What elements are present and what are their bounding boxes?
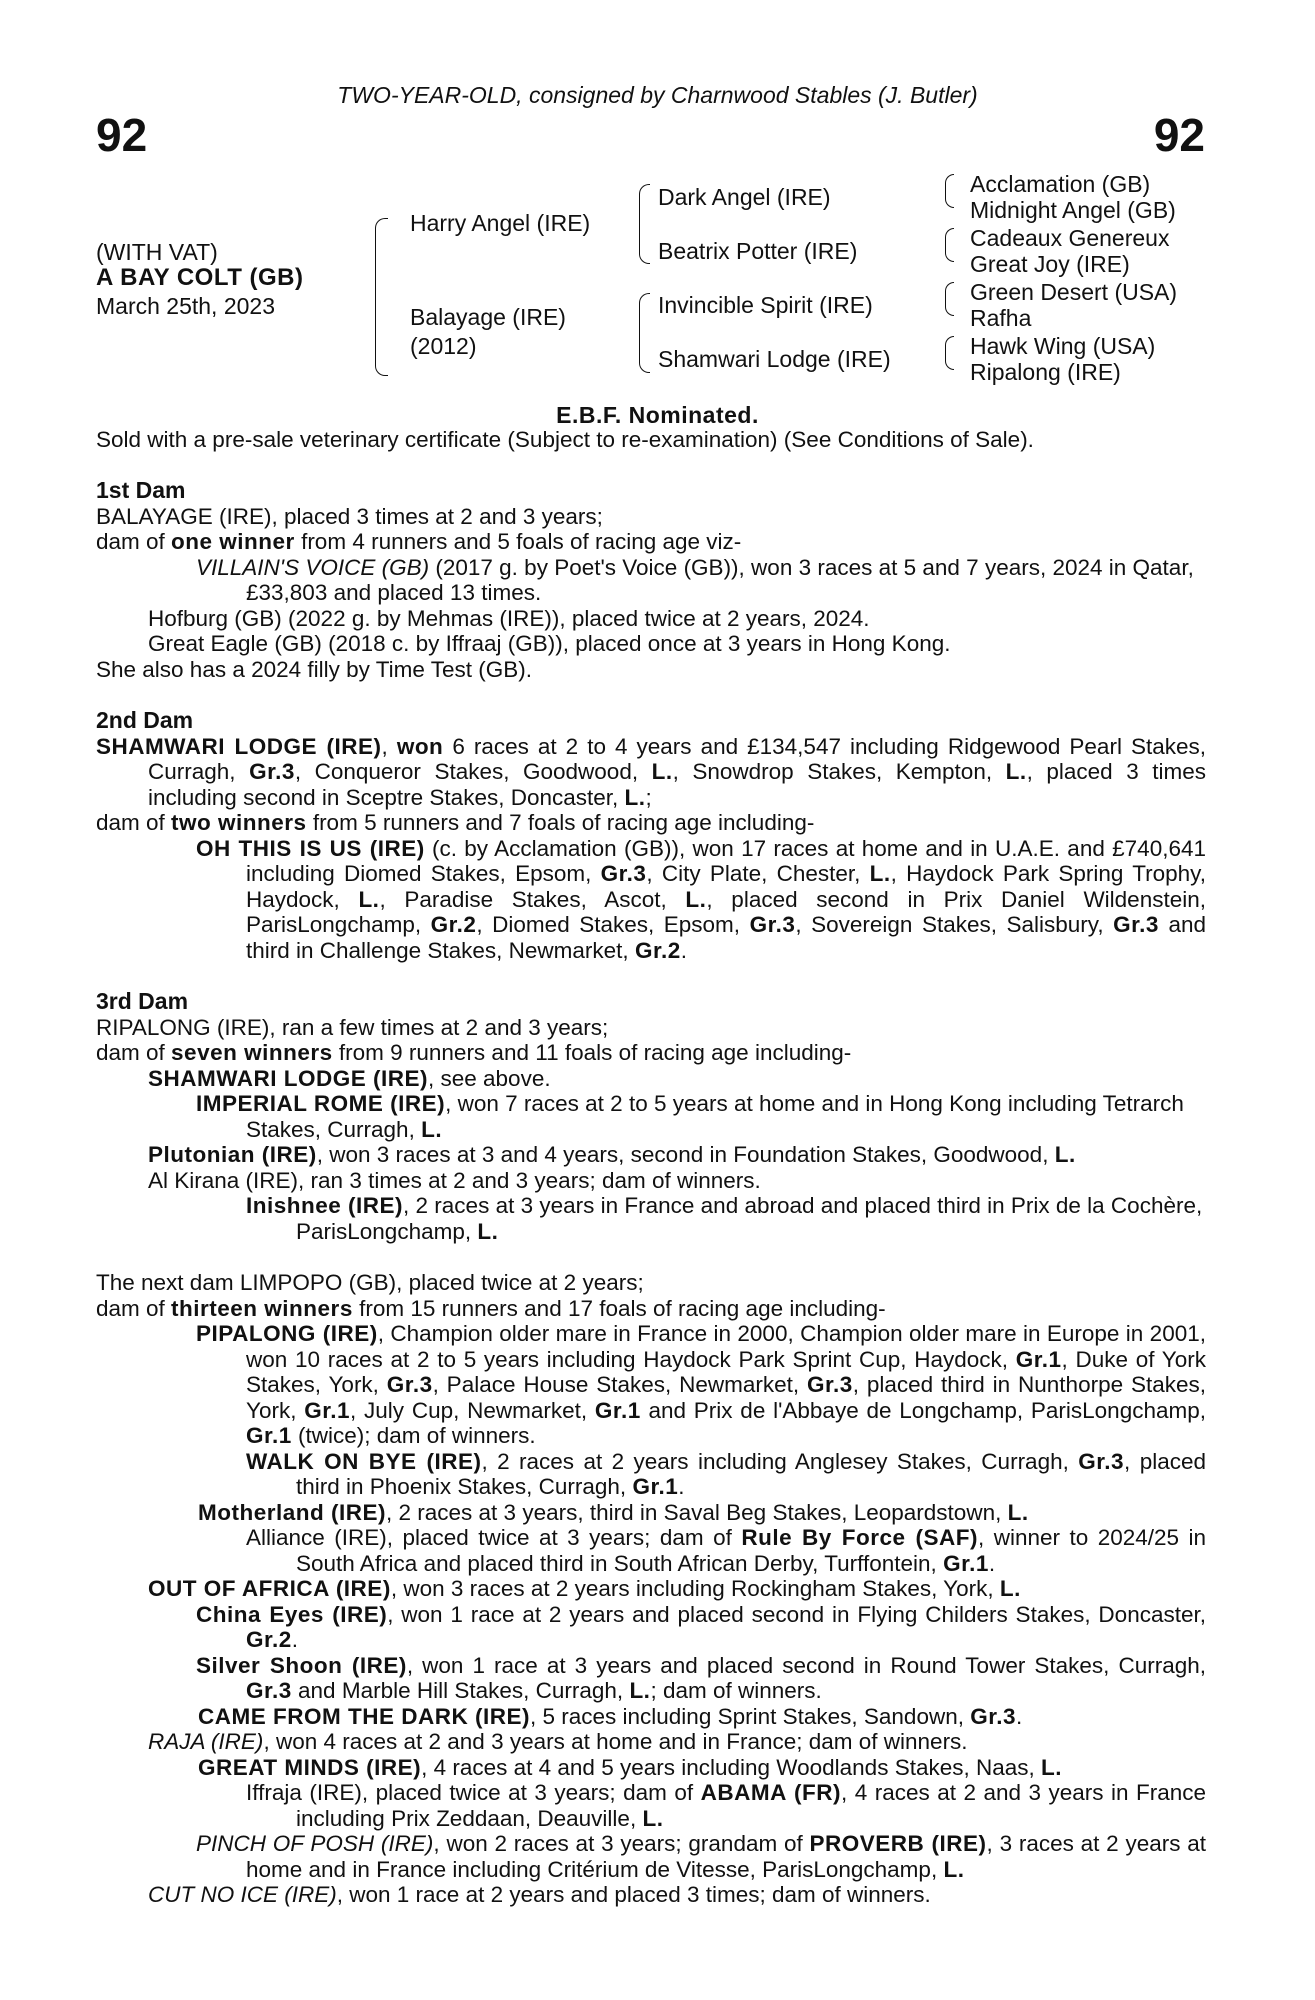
pedigree-dam-year: (2012) (410, 333, 477, 359)
list-item: RAJA (IRE), won 4 races at 2 and 3 years at home and in France; dam of winners. (148, 1729, 968, 1754)
ebf-nominated: E.B.F. Nominated. (556, 402, 759, 428)
list-item: IMPERIAL ROME (IRE), won 7 races at 2 to 5 years at home and in Hong Kong including Tetrarch Stakes, Curragh, L. (196, 1091, 1184, 1142)
list-item: CAME FROM THE DARK (IRE), 5 races including Sprint Stakes, Sandown, Gr.3. (198, 1703, 1023, 1729)
list-item: China Eyes (IRE), won 1 race at 2 years and placed second in Flying Childers Stakes, Doncaster, Gr.2. (196, 1601, 1206, 1652)
catalogue-body (96, 478, 1206, 1908)
list-item: PIPALONG (IRE), Champion older mare in France in 2000, Champion older mare in Europe in 2001, won 10 races at 2 to 5 years including Haydock Park Sprint Cup, Haydock, Gr.1, Duke of York Stakes, York, Gr.3, Palace House Stakes, Newmarket, Gr.3, placed third in Nunthorpe Stakes, York, Gr.1, July Cup, Newmarket, Gr.1 and Prix de l'Abbaye de Longchamp, ParisLongchamp, Gr.1 (twice); dam of winners. (196, 1321, 1206, 1448)
pedigree-sdd: Great Joy (IRE) (970, 251, 1130, 277)
list-item: Hofburg (GB) (2022 g. by Mehmas (IRE)), placed twice at 2 years, 2024. (148, 605, 870, 631)
pedigree-ssd: Midnight Angel (GB) (970, 197, 1176, 223)
pedigree-sds: Cadeaux Genereux (970, 225, 1170, 251)
lot-number-left: 92 (96, 109, 148, 161)
vet-certificate-note: Sold with a pre-sale veterinary certificate (Subject to re-examination) (See Conditions of Sale). (96, 427, 1034, 452)
pedigree-dds: Hawk Wing (USA) (970, 333, 1156, 359)
pedigree-brace-3d (945, 336, 954, 370)
first-dam-heading: 1st Dam (96, 477, 186, 503)
list-item: Plutonian (IRE), won 3 races at 3 and 4 years, second in Foundation Stakes, Goodwood, L. (148, 1142, 1076, 1167)
pedigree-dam-sire: Invincible Spirit (IRE) (658, 292, 873, 318)
list-item: Great Eagle (GB) (2018 c. by Iffraaj (GB)), placed once at 3 years in Hong Kong. (148, 631, 951, 656)
pedigree-dam-dam: Shamwari Lodge (IRE) (658, 346, 891, 372)
list-item: Iffraja (IRE), placed twice at 3 years; dam of ABAMA (FR), 4 races at 2 and 3 years in France including Prix Zeddaan, Deauville, L. (246, 1780, 1206, 1831)
next-dam-produce-summary: dam of thirteen winners from 15 runners and 17 foals of racing age including- (96, 1295, 886, 1321)
third-dam-produce-summary: dam of seven winners from 9 runners and 11 foals of racing age including- (96, 1040, 852, 1065)
first-dam-produce-summary: dam of one winner from 4 runners and 5 foals of racing age viz- (96, 529, 742, 554)
list-item: Motherland (IRE), 2 races at 3 years, third in Saval Beg Stakes, Leopardstown, L. (198, 1499, 1029, 1525)
first-dam-foal-note: She also has a 2024 filly by Time Test (GB). (96, 656, 533, 682)
pedigree-brace-3c (945, 282, 954, 316)
pedigree-brace-2b (639, 293, 650, 373)
third-dam-line: RIPALONG (IRE), ran a few times at 2 and 3 years; (96, 1014, 609, 1040)
horse-name: A BAY COLT (GB) (96, 264, 304, 291)
pedigree-dam: Balayage (IRE) (410, 304, 566, 330)
first-dam-line: BALAYAGE (IRE), placed 3 times at 2 and 3 years; (96, 503, 603, 529)
pedigree-sire-sire: Dark Angel (IRE) (658, 184, 831, 210)
list-item: Silver Shoon (IRE), won 1 race at 3 years and placed second in Round Tower Stakes, Curragh, Gr.3 and Marble Hill Stakes, Curragh, L.; dam of winners. (196, 1652, 1206, 1703)
second-dam-line: SHAMWARI LODGE (IRE), won 6 races at 2 to 4 years and £134,547 including Ridgewood Pearl Stakes, Curragh, Gr.3, Conqueror Stakes, Goodwood, L., Snowdrop Stakes, Kempton, L., placed 3 times including second in Sceptre Stakes, Doncaster, L.; (96, 733, 1206, 810)
list-item: Inishnee (IRE), 2 races at 3 years in France and abroad and placed third in Prix de la Cochère, ParisLongchamp, L. (246, 1193, 1203, 1244)
list-item: WALK ON BYE (IRE), 2 races at 2 years including Anglesey Stakes, Curragh, Gr.3, placed third in Phoenix Stakes, Curragh, Gr.1. (246, 1448, 1207, 1499)
list-item: OH THIS IS US (IRE) (c. by Acclamation (GB)), won 17 races at home and in U.A.E. and £740,641 including Diomed Stakes, Epsom, Gr.3, City Plate, Chester, L., Haydock Park Spring Trophy, Haydock, L., Paradise Stakes, Ascot, L., placed second in Prix Daniel Wildenstein, ParisLongchamp, Gr.2, Diomed Stakes, Epsom, Gr.3, Sovereign Stakes, Salisbury, Gr.3 and third in Challenge Stakes, Newmarket, Gr.2. (196, 835, 1206, 963)
list-item: CUT NO ICE (IRE), won 1 race at 2 years and placed 3 times; dam of winners. (148, 1882, 931, 1907)
list-item: VILLAIN'S VOICE (GB) (2017 g. by Poet's Voice (GB)), won 3 races at 5 and 7 years, 2024 in Qatar, £33,803 and placed 13 times. (196, 554, 1194, 605)
catalogue-header: TWO-YEAR-OLD, consigned by Charnwood Stables (J. Butler) (337, 82, 978, 108)
third-dam-heading: 3rd Dam (96, 988, 189, 1014)
pedigree-sss: Acclamation (GB) (970, 171, 1151, 197)
horse-dob: March 25th, 2023 (96, 293, 276, 319)
pedigree-brace-3b (945, 228, 954, 262)
vat-note: (WITH VAT) (96, 239, 218, 265)
list-item: OUT OF AFRICA (IRE), won 3 races at 2 years including Rockingham Stakes, York, L. (148, 1576, 1021, 1601)
pedigree-brace-3a (945, 174, 954, 208)
lot-number-right: 92 (1153, 109, 1205, 161)
pedigree-brace-1 (375, 218, 388, 376)
list-item: GREAT MINDS (IRE), 4 races at 4 and 5 years including Woodlands Stakes, Naas, L. (198, 1754, 1063, 1780)
list-item: PINCH OF POSH (IRE), won 2 races at 3 years; grandam of PROVERB (IRE), 3 races at 2 years at home and in France including Critérium de Vitesse, ParisLongchamp, L. (196, 1831, 1207, 1882)
pedigree-ddd: Ripalong (IRE) (970, 359, 1121, 385)
next-dam-line: The next dam LIMPOPO (GB), placed twice at 2 years; (96, 1270, 644, 1295)
pedigree-brace-2a (639, 184, 650, 264)
list-item: SHAMWARI LODGE (IRE), see above. (148, 1065, 551, 1091)
pedigree-sire: Harry Angel (IRE) (410, 210, 591, 236)
pedigree-dss: Green Desert (USA) (970, 279, 1178, 305)
second-dam-produce-summary: dam of two winners from 5 runners and 7 foals of racing age including- (96, 810, 815, 835)
pedigree-sire-dam: Beatrix Potter (IRE) (658, 238, 858, 264)
pedigree-dsd: Rafha (970, 305, 1032, 331)
list-item: Al Kirana (IRE), ran 3 times at 2 and 3 years; dam of winners. (148, 1167, 761, 1193)
second-dam-heading: 2nd Dam (96, 707, 194, 733)
list-item: Alliance (IRE), placed twice at 3 years; dam of Rule By Force (SAF), winner to 2024/25 in South Africa and placed third in South African Derby, Turffontein, Gr.1. (246, 1525, 1207, 1576)
